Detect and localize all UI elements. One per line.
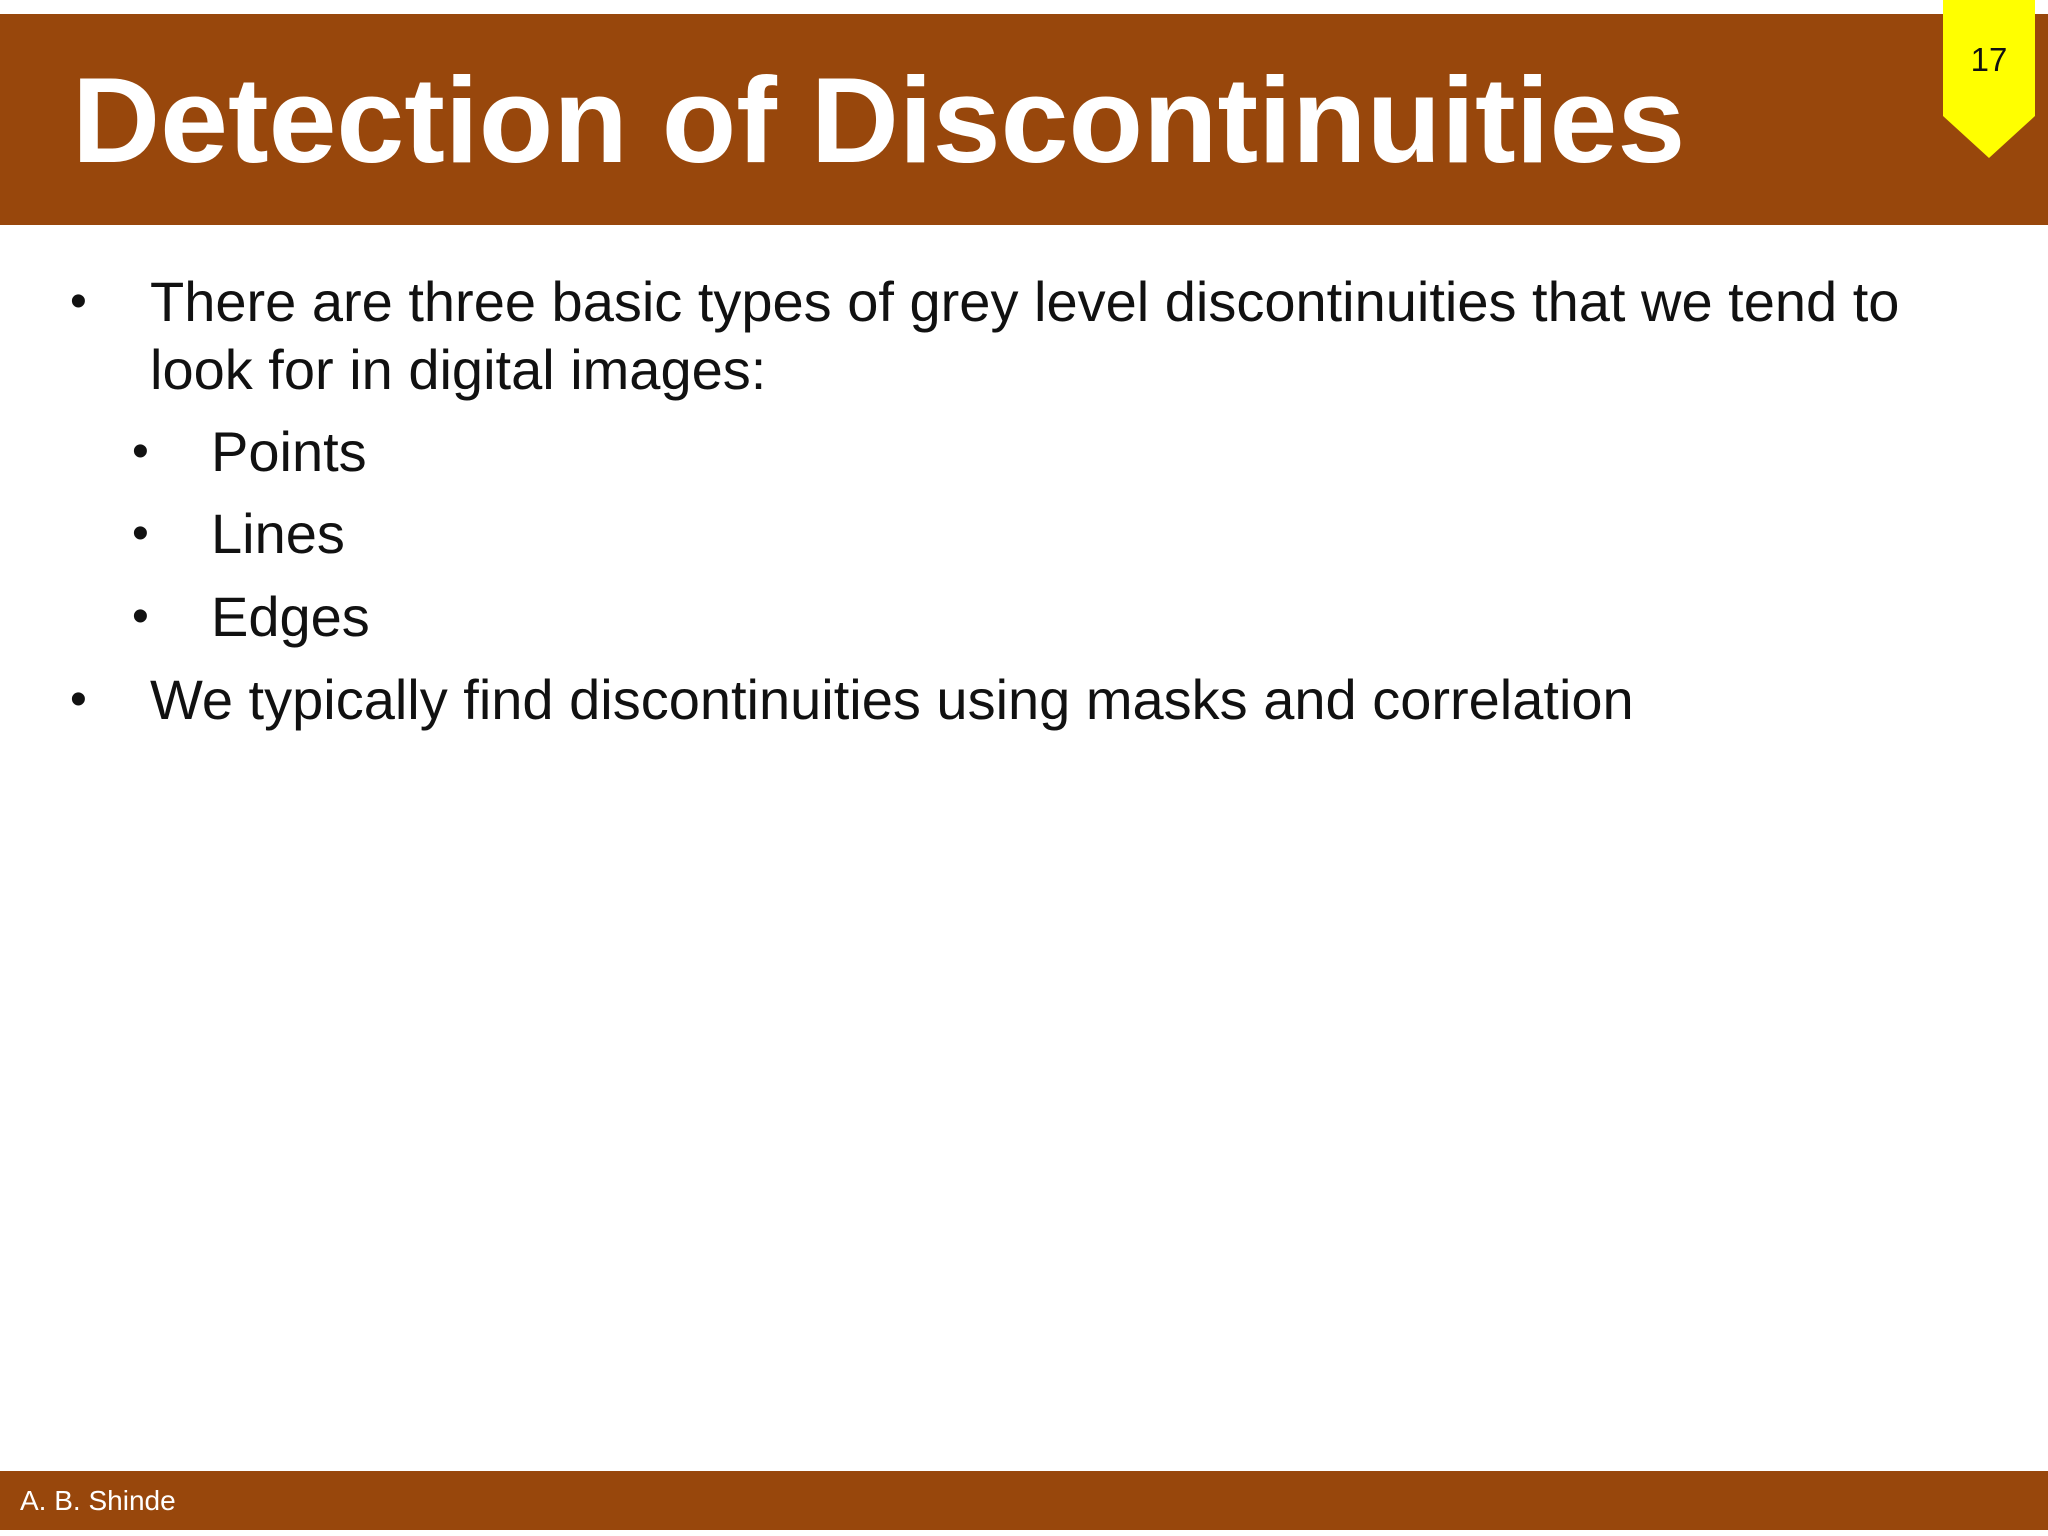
sub-bullet-text: Points — [211, 420, 367, 483]
slide-title: Detection of Discontinuities — [72, 52, 1686, 188]
sub-bullet-text: Edges — [211, 585, 370, 648]
sub-bullet-item — [0, 583, 2048, 651]
bullet-text-line: There are three basic types of grey level discontinuities that we tend to — [150, 270, 1900, 333]
bullet-glyph: • — [132, 590, 149, 643]
page-number: 17 — [1970, 41, 2008, 78]
footer-bar — [0, 1471, 2048, 1530]
bullet-glyph: • — [70, 673, 87, 726]
bullet-glyph: • — [132, 425, 149, 478]
footer-author: A. B. Shinde — [20, 1485, 176, 1516]
bullet-item — [0, 666, 2048, 734]
sub-bullet-item — [0, 500, 2048, 568]
bullet-glyph: • — [70, 275, 87, 328]
bullet-text-line: look for in digital images: — [150, 338, 767, 401]
sub-bullet-item — [0, 418, 2048, 486]
bullet-glyph: • — [132, 507, 149, 560]
bullet-text-line: We typically find discontinuities using masks and correlation — [150, 668, 1634, 731]
top-strip — [0, 0, 2048, 14]
bullet-item — [0, 268, 2048, 404]
sub-bullet-text: Lines — [211, 502, 345, 565]
